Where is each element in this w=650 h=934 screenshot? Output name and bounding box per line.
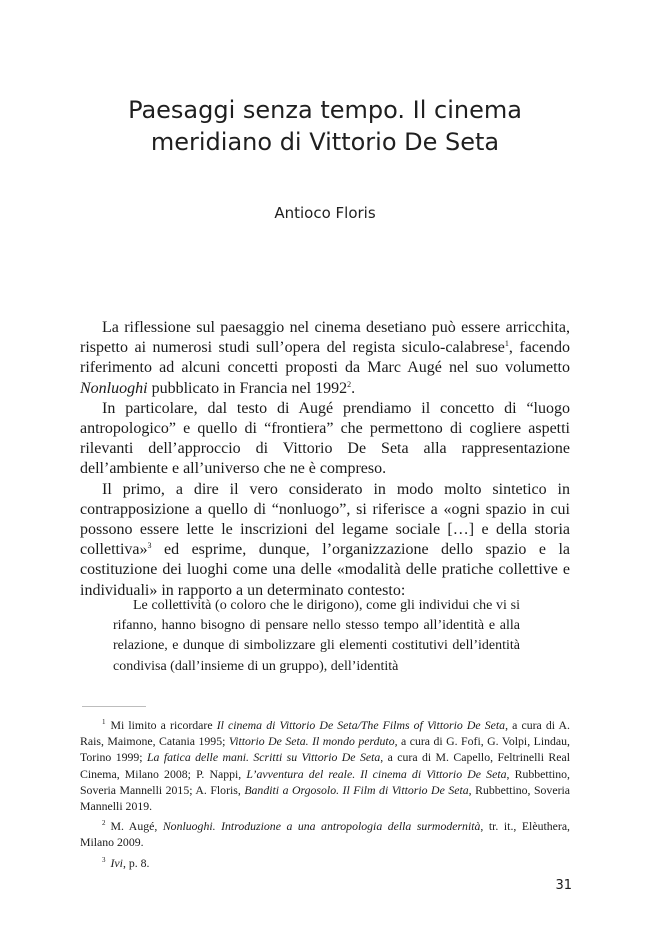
title-line-2: meridiano di Vittorio De Seta [150, 128, 500, 156]
author-name: Antioco Floris [274, 204, 376, 222]
paragraph-1-text-c: pubblicato in Francia nel 1992 [147, 379, 348, 397]
title-line-1: Paesaggi senza tempo. Il cinema [128, 96, 522, 124]
footnote-ref-2: 2 [347, 379, 352, 389]
footnote-separator [82, 706, 146, 707]
footnote-1-text-a: Mi limito a ricordare [110, 718, 217, 732]
footnote-2-text-a: M. Augé, [110, 819, 163, 834]
paragraph-3-text-b: ed esprime, dunque, l’organizzazione dello spazio e la costituzione dei luoghi come una delle «modalità delle pratiche collettive e individuali» in rapporto a un determinato contesto: [80, 541, 570, 599]
footnote-1-title-d: L’avventura del reale. Il cinema di Vittorio De Seta [246, 766, 507, 781]
paragraph-1-text-b: , facendo riferimento ad alcuni concetti proposti da Marc Augé nel suo volumetto [80, 339, 570, 377]
footnote-2-title: Nonluoghi. Introduzione a una antropologia della surmodernità [162, 819, 481, 834]
footnote-1-text-f: , Rubbettino, Soveria Mannelli 2019. [80, 782, 571, 814]
footnote-1-text-e: , Rubbettino, Soveria Mannelli 2015; A. Floris, [80, 766, 570, 797]
footnote-1-title-c: La fatica delle mani. Scritti su Vittorio De Seta [146, 750, 381, 765]
footnote-2 [80, 818, 570, 850]
body-text [80, 318, 570, 601]
footnotes [80, 717, 570, 875]
book-title-nonluoghi: Nonluoghi [80, 379, 148, 397]
footnote-1-title-a: Il cinema di Vittorio De Seta/The Films of Vittorio De Seta [216, 718, 506, 732]
page-number: 31 [555, 878, 572, 893]
footnote-1 [80, 717, 570, 814]
footnote-3 [80, 855, 570, 871]
footnote-ref-1: 1 [504, 339, 509, 349]
footnote-1-title-e: Banditi a Orgosolo. Il Film di Vittorio De Seta [244, 782, 469, 797]
footnote-1-number: 1 [102, 718, 106, 726]
block-quote-text: Le collettività (o coloro che le dirigono), come gli individui che vi si rifanno, hanno bisogno di pensare nello stesso tempo all’identità e alla relazione, e dunque di simbolizzare gli elementi costitutivi dell’identità condivisa (dall’insieme di un gruppo), dell’identità [113, 598, 520, 674]
article-title [60, 94, 590, 158]
footnote-1-text-d: , a cura di M. Capello, Feltrinelli Real Cinema, Milano 2008; P. Nappi, [80, 750, 571, 781]
paragraph-3 [80, 480, 570, 601]
paragraph-1-text-a: La riflessione sul paesaggio nel cinema desetiano può essere arricchita, rispetto ai numerosi studi sull’opera del regista siculo-calabrese [80, 319, 570, 357]
paragraph-1-text-d: . [351, 379, 356, 397]
paragraph-2: In particolare, dal testo di Augé prendiamo il concetto di “luogo antropologico” e quello di “frontiera” che permettono di cogliere aspetti rilevanti dell’approccio di Vittorio De Seta alla rappresentazione dell’ambiente e all’universo che ne è compreso. [80, 399, 570, 478]
paragraph-3-text-a: Il primo, a dire il vero considerato in modo molto sintetico in contrapposizione a quello di “nonluogo”, si riferisce a «ogni spazio in cui possono essere lette le inscrizioni del legame sociale […] e della storia collettiva» [80, 480, 570, 559]
footnote-3-number: 3 [102, 855, 106, 864]
footnote-1-title-b: Vittorio De Seta. Il mondo perduto [228, 734, 395, 749]
footnote-2-text-b: , tr. it., Elèuthera, Milano 2009. [80, 819, 570, 850]
footnote-ref-3: 3 [147, 541, 152, 551]
footnote-1-text-b: , a cura di A. Rais, Maimone, Catania 1995; [80, 718, 570, 749]
footnote-2-number: 2 [102, 819, 106, 828]
footnote-3-ivi: Ivi [110, 855, 123, 870]
footnote-1-text-c: , a cura di G. Fofi, G. Volpi, Lindau, Torino 1999; [80, 734, 570, 765]
block-quote [113, 596, 520, 677]
footnote-3-text: , p. 8. [122, 855, 150, 870]
paragraph-1 [80, 318, 570, 399]
